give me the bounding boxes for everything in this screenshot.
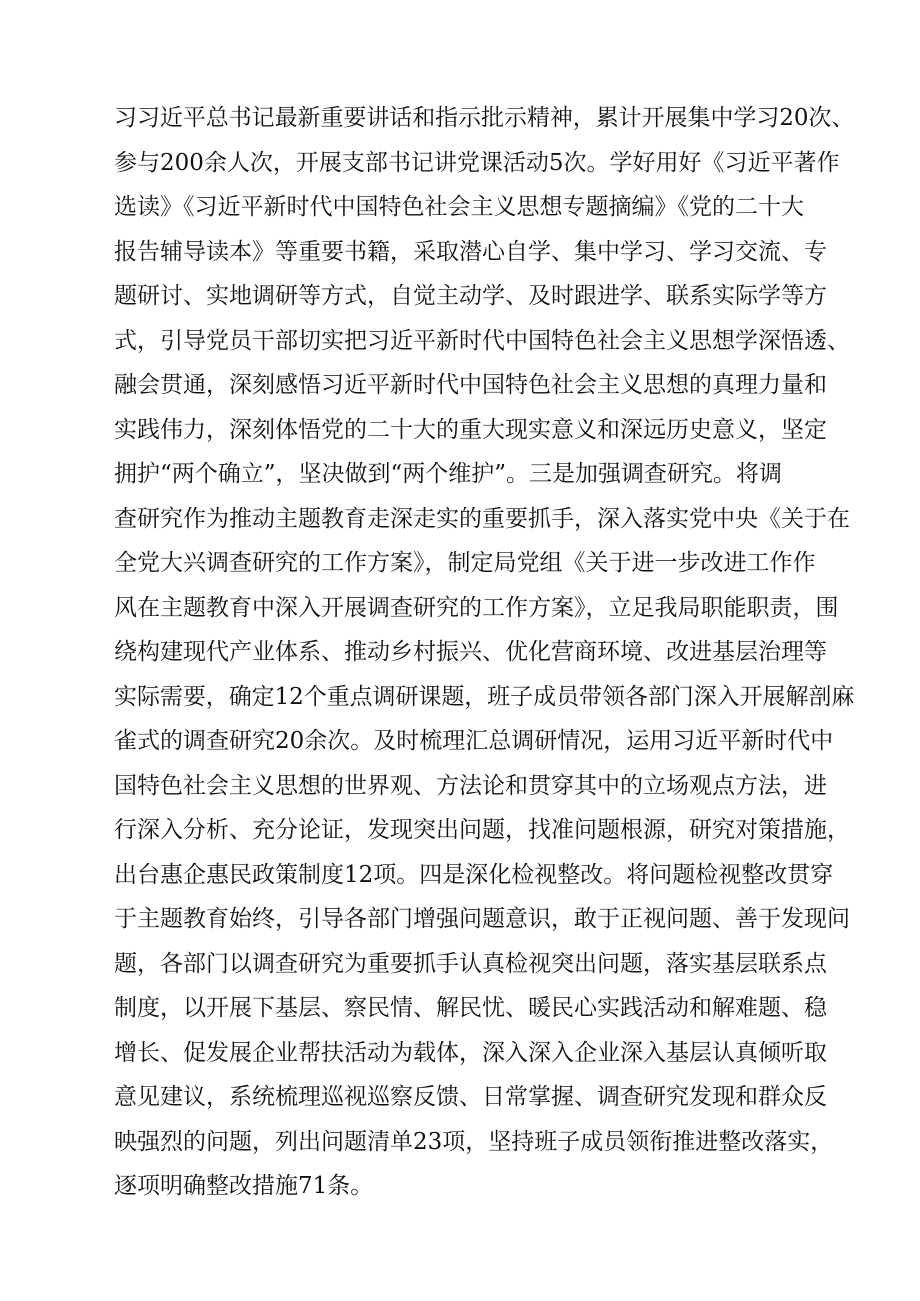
text-line: 实际需要，确定12个重点调研课题，班子成员带领各部门深入开展解剖麻 — [114, 683, 855, 710]
text-line: 增长、促发展企业帮扶活动为载体，深入深入企业深入基层认真倾听取 — [114, 1039, 827, 1066]
text-line: 拥护“两个确立”，坚决做到“两个维护”。三是加强调查研究。将调 — [114, 461, 783, 487]
text-line: 融会贯通，深刻感悟习近平新时代中国特色社会主义思想的真理力量和 — [114, 372, 827, 398]
text-line: 全党大兴调查研究的工作方案》，制定局党组《关于进一步改进工作作 — [114, 550, 816, 576]
body-text — [114, 96, 854, 1209]
text-line: 国特色社会主义思想的世界观、方法论和贯穿其中的立场观点方法，进 — [114, 772, 827, 799]
text-line: 题，各部门以调查研究为重要抓手认真检视突出问题，落实基层联系点 — [114, 950, 827, 977]
text-line: 选读》《习近平新时代中国特色社会主义思想专题摘编》《党的二十大 — [114, 194, 804, 220]
text-line: 绕构建现代产业体系、推动乡村振兴、优化营商环境、改进基层治理等 — [114, 639, 827, 665]
text-line: 实践伟力，深刻体悟党的二十大的重大现实意义和深远历史意义，坚定 — [114, 416, 827, 443]
text-line: 雀式的调查研究20余次。及时梳理汇总调研情况，运用习近平新时代中 — [114, 728, 834, 754]
text-line: 参与200余人次，开展支部书记讲党课活动5次。学好用好《习近平著作 — [114, 149, 840, 176]
text-line: 题研讨、实地调研等方式，自觉主动学、及时跟进学、联系实际学等方 — [114, 283, 827, 309]
text-line: 出台惠企惠民政策制度12项。四是深化检视整改。将问题检视整改贯穿 — [114, 861, 834, 888]
text-line: 制度，以开展下基层、察民情、解民忧、暖民心实践活动和解难题、稳 — [114, 995, 827, 1021]
text-line: 风在主题教育中深入开展调查研究的工作方案》，立足我局职能职责，围 — [114, 594, 839, 621]
text-line: 查研究作为推动主题教育走深走实的重要抓手，深入落实党中央《关于在 — [114, 505, 850, 532]
text-line: 习习近平总书记最新重要讲话和指示批示精神，累计开展集中学习20次、 — [114, 105, 855, 131]
text-line: 行深入分析、充分论证，发现突出问题，找准问题根源，研究对策措施， — [114, 817, 850, 843]
text-line: 于主题教育始终，引导各部门增强问题意识，敢于正视问题、善于发现问 — [114, 906, 850, 932]
text-line: 意见建议，系统梳理巡视巡察反馈、日常掌握、调查研究发现和群众反 — [114, 1084, 827, 1110]
text-line: 映强烈的问题，列出问题清单23项，坚持班子成员领衔推进整改落实， — [114, 1128, 834, 1155]
text-line: 报告辅导读本》等重要书籍，采取潜心自学、集中学习、学习交流、专 — [114, 238, 827, 265]
text-line: 式，引导党员干部切实把习近平新时代中国特色社会主义思想学深悟透、 — [114, 327, 850, 354]
text-line: 逐项明确整改措施71条。 — [114, 1173, 374, 1199]
